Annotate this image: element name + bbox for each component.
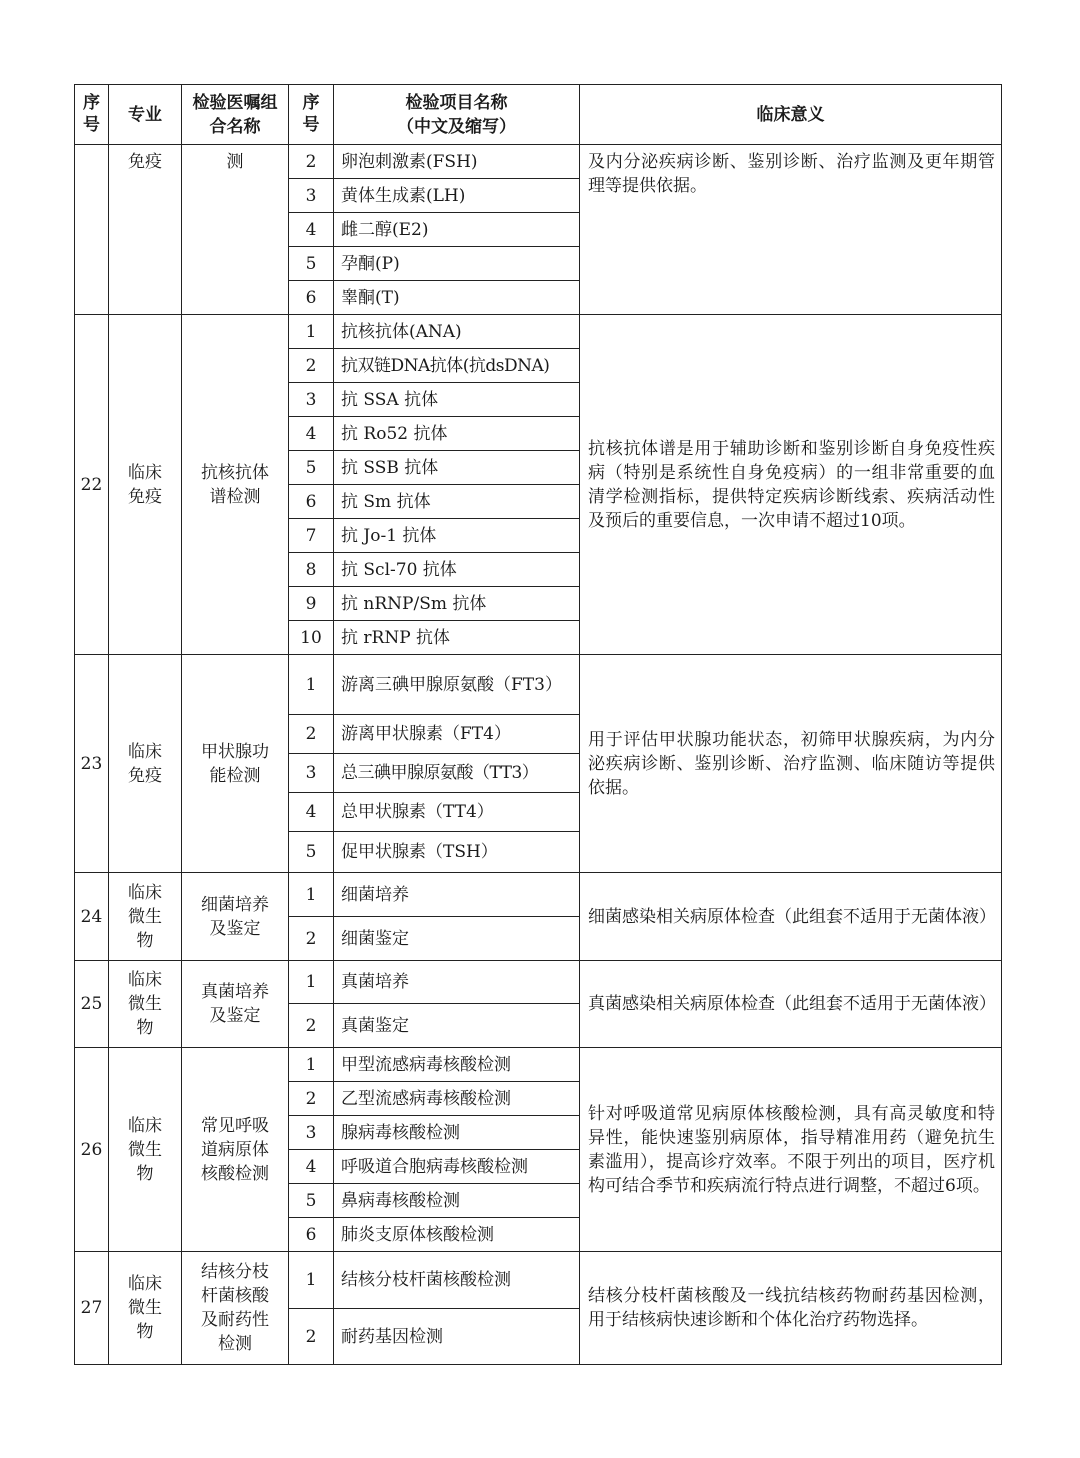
cell-meaning: 针对呼吸道常见病原体核酸检测，具有高灵敏度和特异性，能快速鉴别病原体，指导精准用药（避免抗生素滥用），提高诊疗效率。不限于列出的项目，医疗机构可结合季节和疾病流行特点进行调整，不超过6项。 <box>580 1048 1002 1252</box>
cell-item-name: 甲型流感病毒核酸检测 <box>334 1048 580 1082</box>
cell-sub-seq: 1 <box>289 315 334 349</box>
cell-sub-seq: 2 <box>289 917 334 961</box>
cell-item-name: 黄体生成素(LH) <box>334 179 580 213</box>
cell-item-name: 细菌鉴定 <box>334 917 580 961</box>
cell-item-name: 卵泡刺激素(FSH) <box>334 145 580 179</box>
cell-item-name: 孕酮(P) <box>334 247 580 281</box>
cell-item-name: 游离三碘甲腺原氨酸（FT3） <box>334 655 580 715</box>
cell-seq <box>75 145 109 315</box>
table-row <box>75 961 1002 1004</box>
cell-specialty: 临床微生物 <box>109 873 182 961</box>
cell-group: 真菌培养及鉴定 <box>182 961 289 1048</box>
table-row <box>75 873 1002 917</box>
cell-sub-seq: 4 <box>289 213 334 247</box>
cell-sub-seq: 6 <box>289 1218 334 1252</box>
cell-meaning: 及内分泌疾病诊断、鉴别诊断、治疗监测及更年期管理等提供依据。 <box>580 145 1002 315</box>
cell-sub-seq: 2 <box>289 1309 334 1365</box>
cell-sub-seq: 1 <box>289 873 334 917</box>
cell-item-name: 乙型流感病毒核酸检测 <box>334 1082 580 1116</box>
cell-item-name: 肺炎支原体核酸检测 <box>334 1218 580 1252</box>
cell-item-name: 睾酮(T) <box>334 281 580 315</box>
cell-seq: 24 <box>75 873 109 961</box>
test-items-table <box>74 84 1002 1365</box>
cell-item-name: 总三碘甲腺原氨酸（TT3） <box>334 754 580 793</box>
cell-item-name: 促甲状腺素（TSH） <box>334 832 580 873</box>
header-item-name-line2: （中文及缩写） <box>397 116 516 137</box>
cell-meaning: 细菌感染相关病原体检查（此组套不适用于无菌体液） <box>580 873 1002 961</box>
table-row <box>75 1048 1002 1082</box>
cell-specialty: 临床微生物 <box>109 1252 182 1365</box>
header-seq: 序号 <box>75 85 109 145</box>
cell-item-name: 真菌培养 <box>334 961 580 1004</box>
cell-sub-seq: 10 <box>289 621 334 655</box>
cell-sub-seq: 5 <box>289 451 334 485</box>
cell-meaning: 用于评估甲状腺功能状态，初筛甲状腺疾病，为内分泌疾病诊断、鉴别诊断、治疗监测、临床随访等提供依据。 <box>580 655 1002 873</box>
cell-group: 测 <box>182 145 289 315</box>
cell-specialty: 免疫 <box>109 145 182 315</box>
cell-specialty: 临床微生物 <box>109 1048 182 1252</box>
cell-specialty: 临床免疫 <box>109 315 182 655</box>
cell-item-name: 真菌鉴定 <box>334 1004 580 1048</box>
cell-item-name: 抗 SSB 抗体 <box>334 451 580 485</box>
cell-item-name: 抗 rRNP 抗体 <box>334 621 580 655</box>
cell-sub-seq: 9 <box>289 587 334 621</box>
cell-item-name: 抗 Ro52 抗体 <box>334 417 580 451</box>
cell-specialty: 临床免疫 <box>109 655 182 873</box>
cell-meaning: 结核分枝杆菌核酸及一线抗结核药物耐药基因检测，用于结核病快速诊断和个体化治疗药物选择。 <box>580 1252 1002 1365</box>
cell-item-name: 耐药基因检测 <box>334 1309 580 1365</box>
cell-sub-seq: 2 <box>289 715 334 754</box>
table-row <box>75 145 1002 179</box>
cell-sub-seq: 3 <box>289 383 334 417</box>
cell-sub-seq: 2 <box>289 1082 334 1116</box>
cell-item-name: 抗双链DNA抗体(抗dsDNA) <box>334 349 580 383</box>
header-item-name <box>334 85 580 145</box>
cell-sub-seq: 8 <box>289 553 334 587</box>
cell-sub-seq: 5 <box>289 1184 334 1218</box>
cell-seq: 26 <box>75 1048 109 1252</box>
cell-item-name: 总甲状腺素（TT4） <box>334 793 580 832</box>
cell-item-name: 雌二醇(E2) <box>334 213 580 247</box>
cell-sub-seq: 7 <box>289 519 334 553</box>
cell-seq: 27 <box>75 1252 109 1365</box>
cell-sub-seq: 3 <box>289 754 334 793</box>
cell-meaning: 真菌感染相关病原体检查（此组套不适用于无菌体液） <box>580 961 1002 1048</box>
cell-sub-seq: 5 <box>289 247 334 281</box>
cell-specialty: 临床微生物 <box>109 961 182 1048</box>
cell-item-name: 细菌培养 <box>334 873 580 917</box>
header-sub-seq: 序号 <box>289 85 334 145</box>
cell-item-name: 鼻病毒核酸检测 <box>334 1184 580 1218</box>
header-group: 检验医嘱组合名称 <box>182 85 289 145</box>
header-specialty: 专业 <box>109 85 182 145</box>
cell-item-name: 腺病毒核酸检测 <box>334 1116 580 1150</box>
table-row <box>75 1252 1002 1309</box>
cell-group: 常见呼吸道病原体核酸检测 <box>182 1048 289 1252</box>
cell-item-name: 抗 Sm 抗体 <box>334 485 580 519</box>
cell-seq: 23 <box>75 655 109 873</box>
cell-sub-seq: 2 <box>289 145 334 179</box>
cell-item-name: 抗 Jo-1 抗体 <box>334 519 580 553</box>
cell-item-name: 抗 Scl-70 抗体 <box>334 553 580 587</box>
cell-item-name: 结核分枝杆菌核酸检测 <box>334 1252 580 1309</box>
table-row <box>75 655 1002 715</box>
cell-group: 甲状腺功能检测 <box>182 655 289 873</box>
cell-sub-seq: 3 <box>289 1116 334 1150</box>
header-meaning: 临床意义 <box>580 85 1002 145</box>
cell-seq: 22 <box>75 315 109 655</box>
cell-sub-seq: 1 <box>289 961 334 1004</box>
cell-sub-seq: 5 <box>289 832 334 873</box>
cell-sub-seq: 2 <box>289 1004 334 1048</box>
cell-sub-seq: 6 <box>289 281 334 315</box>
cell-group: 抗核抗体谱检测 <box>182 315 289 655</box>
table-header-row <box>75 85 1002 145</box>
table-row <box>75 315 1002 349</box>
cell-sub-seq: 1 <box>289 1252 334 1309</box>
cell-meaning: 抗核抗体谱是用于辅助诊断和鉴别诊断自身免疫性疾病（特别是系统性自身免疫病）的一组非常重要的血清学检测指标，提供特定疾病诊断线索、疾病活动性及预后的重要信息，一次申请不超过10项。 <box>580 315 1002 655</box>
cell-item-name: 游离甲状腺素（FT4） <box>334 715 580 754</box>
cell-sub-seq: 6 <box>289 485 334 519</box>
cell-seq: 25 <box>75 961 109 1048</box>
cell-group: 细菌培养及鉴定 <box>182 873 289 961</box>
cell-item-name: 抗核抗体(ANA) <box>334 315 580 349</box>
cell-group: 结核分枝杆菌核酸及耐药性检测 <box>182 1252 289 1365</box>
cell-item-name: 抗 nRNP/Sm 抗体 <box>334 587 580 621</box>
cell-item-name: 抗 SSA 抗体 <box>334 383 580 417</box>
cell-sub-seq: 2 <box>289 349 334 383</box>
cell-sub-seq: 4 <box>289 417 334 451</box>
cell-sub-seq: 1 <box>289 1048 334 1082</box>
cell-sub-seq: 3 <box>289 179 334 213</box>
cell-sub-seq: 4 <box>289 1150 334 1184</box>
cell-item-name: 呼吸道合胞病毒核酸检测 <box>334 1150 580 1184</box>
cell-sub-seq: 1 <box>289 655 334 715</box>
cell-sub-seq: 4 <box>289 793 334 832</box>
header-item-name-line1: 检验项目名称 <box>405 92 508 113</box>
